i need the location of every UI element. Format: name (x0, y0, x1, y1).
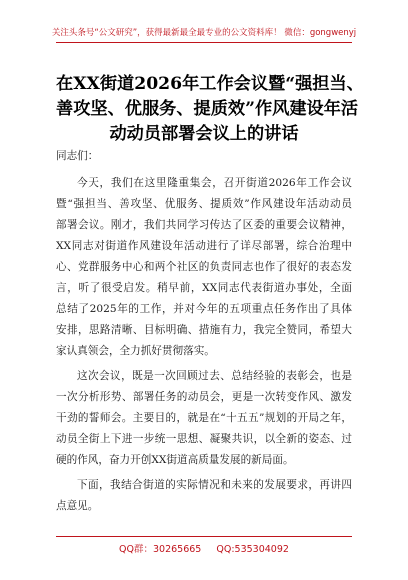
paragraph-line: 这次会议，既是一次回顾过去、总结经验的表彰会，也是 (77, 370, 352, 382)
paragraph-line: XX同志对街道作风建设年活动进行了详尽部署，综合治理中 (56, 240, 352, 252)
footer-divider (56, 536, 352, 537)
paragraph-line: 总结了2025年的工作，并对今年的五项重点任务作出了具体 (56, 303, 352, 315)
title-line: 在XX街道2026年工作会议暨“强担当、 (56, 73, 364, 94)
paragraph-line: 安排，思路清晰、目标明确、措施有力，我完全赞同，希望大 (56, 324, 352, 336)
footer-qq: QQ:535304092 (216, 544, 289, 555)
paragraph (56, 173, 352, 362)
title-line: 善攻坚、优服务、提质效”作风建设年活 (56, 98, 359, 119)
paragraph (56, 475, 352, 517)
salutation: 同志们： (56, 150, 99, 162)
header-note: 关注头条号“公文研究”，获得最新最全最专业的公文资料库！ 微信：gongwenyj (51, 28, 357, 38)
paragraph-line: 硬的作风，奋力开创XX街道高质量发展的新局面。 (56, 454, 294, 466)
paragraph (56, 366, 352, 471)
paragraph-line: 一次分析形势、部署任务的动员会，更是一次转变作风、激发 (56, 391, 352, 403)
document-title (56, 72, 364, 147)
document-body (56, 146, 352, 517)
paragraph-line: 暨“强担当、善攻坚、优服务、提质效”作风建设年活动动员 (56, 198, 352, 210)
paragraph-line: 言，听了很受启发。稍早前，XX同志代表街道办事处，全面 (56, 282, 352, 294)
paragraph-line: 点意见。 (56, 500, 99, 512)
paragraph-line: 心、党群服务中心和两个社区的负责同志也作了很好的表态发 (56, 261, 352, 273)
footer-qq-group: QQ群：30265665 (119, 544, 202, 555)
header-divider (56, 42, 352, 43)
paragraph-line: 部署会议。刚才，我们共同学习传达了区委的重要会议精神， (56, 219, 352, 231)
paragraph-line: 今天，我们在这里隆重集会，召开街道2026年工作会议 (77, 177, 352, 189)
paragraph-line: 动员全街上下进一步统一思想、凝聚共识，以全新的姿态、过 (56, 433, 352, 445)
footer-contact (0, 541, 408, 555)
paragraph-line: 家认真领会，全力抓好贯彻落实。 (56, 345, 215, 357)
paragraph-line: 下面，我结合街道的实际情况和未来的发展要求，再讲四 (77, 479, 352, 491)
paragraph-line: 干劲的誓师会。主要目的，就是在“十五五”规划的开局之年， (56, 412, 352, 424)
title-line: 动动员部署会议上的讲话 (109, 123, 299, 144)
